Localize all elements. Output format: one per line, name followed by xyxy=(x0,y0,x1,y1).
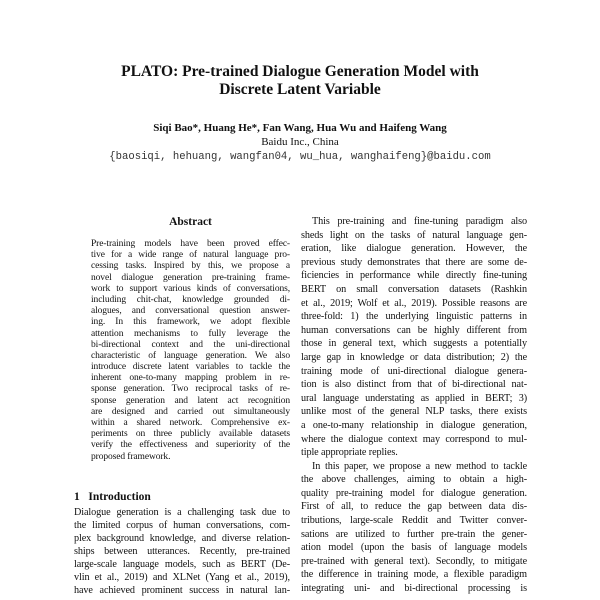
text-line: large-scale language models, such as BERT (De- xyxy=(74,559,290,570)
text-line: are designed and carried out simultaneously xyxy=(91,406,290,417)
text-line: unlike most of the general NLP tasks, there exists xyxy=(301,406,527,418)
text-line: novel dialogue generation pre-training frame- xyxy=(91,272,290,283)
intro-left-column xyxy=(74,506,290,597)
text-line: ural language understating as applied in BERT; 3) xyxy=(301,392,527,404)
text-line: large gap in knowledge or data distribution; 2) the xyxy=(301,351,527,363)
section-title: Introduction xyxy=(88,491,151,503)
authors: Siqi Bao*, Huang He*, Fan Wang, Hua Wu and Haifeng Wang xyxy=(153,122,447,134)
section-number: 1 xyxy=(74,491,80,503)
text-line: sponse generation and latent act recognition xyxy=(91,395,290,406)
text-line: ation model (upon the basis of language models xyxy=(301,542,527,554)
text-line: et al., 2019; Wolf et al., 2019). Possible reasons are xyxy=(301,297,527,309)
text-line: including chit-chat, knowledge grounded di- xyxy=(91,294,290,305)
text-line: tiple appropriate replies. xyxy=(301,447,398,459)
text-line: ing. In this framework, we adopt flexible xyxy=(91,317,290,328)
text-line: characteristic of language generation. We also xyxy=(91,350,290,361)
text-line: verify the effectiveness and superiority of the xyxy=(91,440,290,451)
text-line: have achieved prominent success in natural lan- xyxy=(74,585,290,596)
text-line: attention mechanisms to fully leverage the xyxy=(91,328,290,339)
text-line: training mode of uni-directional dialogue genera- xyxy=(301,365,527,377)
text-line: proposed framework. xyxy=(91,451,171,462)
text-line: tive for a wide range of natural language pro- xyxy=(91,250,290,261)
text-line: a one-to-many relationship in dialogue generation, xyxy=(301,419,527,431)
text-line: alogues, and conversational question answer- xyxy=(91,306,290,317)
text-line: integrating uni- and bi-directional processing is xyxy=(301,583,527,595)
text-line: First of all, to reduce the gap between data dis- xyxy=(301,501,527,513)
text-line: pre-trained with general text). Secondly, to mitigate xyxy=(301,555,527,567)
text-line: eration, like dialogue generation. However, the xyxy=(301,243,527,255)
text-line: work to support various kinds of conversations, xyxy=(91,283,290,294)
text-line: human conversations can be highly different from xyxy=(301,324,527,336)
text-line: sations are utilized to further pre-train the gener- xyxy=(301,528,527,540)
text-line: tion is also distinct from that of bi-directional nat- xyxy=(301,379,527,391)
text-line: cessing tasks. Inspired by this, we propose a xyxy=(91,261,290,272)
text-line: quality pre-training model for dialogue generation. xyxy=(301,487,527,499)
text-line: Pre-training models have been proved effec- xyxy=(91,239,290,249)
abstract-body xyxy=(91,239,290,463)
text-line: sheds light on the tasks of natural language gen- xyxy=(301,229,527,241)
text-line: previous study demonstrates that there are some de- xyxy=(301,256,527,268)
text-line: the limited corpus of human conversations, com- xyxy=(74,520,290,531)
text-line: Dialogue generation is a challenging task due to xyxy=(74,507,290,518)
text-line: ficiencies in performance while directly fine-tuning xyxy=(301,270,527,282)
paper-title-line-1: PLATO: Pre-trained Dialogue Generation Model with xyxy=(121,63,479,80)
text-line: bi-directional context and the uni-directional xyxy=(91,339,290,350)
paper-title-line-2: Discrete Latent Variable xyxy=(219,81,381,98)
text-line: the difference in training mode, a flexible paradigm xyxy=(301,569,527,581)
affiliation: Baidu Inc., China xyxy=(261,136,339,148)
text-line: where the dialogue context may correspond to mul- xyxy=(301,433,527,445)
text-line: BERT on small conversation datasets (Rashkin xyxy=(301,283,527,295)
abstract xyxy=(91,216,290,463)
section-heading-introduction xyxy=(74,490,151,504)
text-line: In this paper, we propose a new method to tackle xyxy=(312,460,527,472)
text-line: plex background knowledge, and diverse relation- xyxy=(74,533,290,544)
text-line: those in general text, which suggests a potentially xyxy=(301,338,527,350)
text-line: within a shared network. Comprehensive ex- xyxy=(91,418,290,428)
text-line: three-fold: 1) the underlying linguistic patterns in xyxy=(301,311,527,323)
text-line: ships between utterances. Recently, pre-trained xyxy=(74,546,290,557)
text-line: tributions, large-scale Reddit and Twitter conver- xyxy=(301,515,527,527)
abstract-heading: Abstract xyxy=(169,216,212,228)
intro-right-column xyxy=(301,215,527,596)
text-line: vlin et al., 2019) and XLNet (Yang et al., 2019), xyxy=(74,572,290,583)
text-line: inherent one-to-many mapping problem in re- xyxy=(91,373,290,384)
text-line: This pre-training and fine-tuning paradigm also xyxy=(312,216,527,227)
text-line: periments on three publicly available datasets xyxy=(91,429,290,440)
email: {baosiqi, hehuang, wangfan04, wu_hua, wanghaifeng}@baidu.com xyxy=(109,151,491,163)
text-line: sponse generation. Two reciprocal tasks of re- xyxy=(91,384,290,395)
text-line: introduce discrete latent variables to tackle the xyxy=(91,362,290,373)
text-line: the above challenges, aiming to obtain a high- xyxy=(301,474,527,486)
